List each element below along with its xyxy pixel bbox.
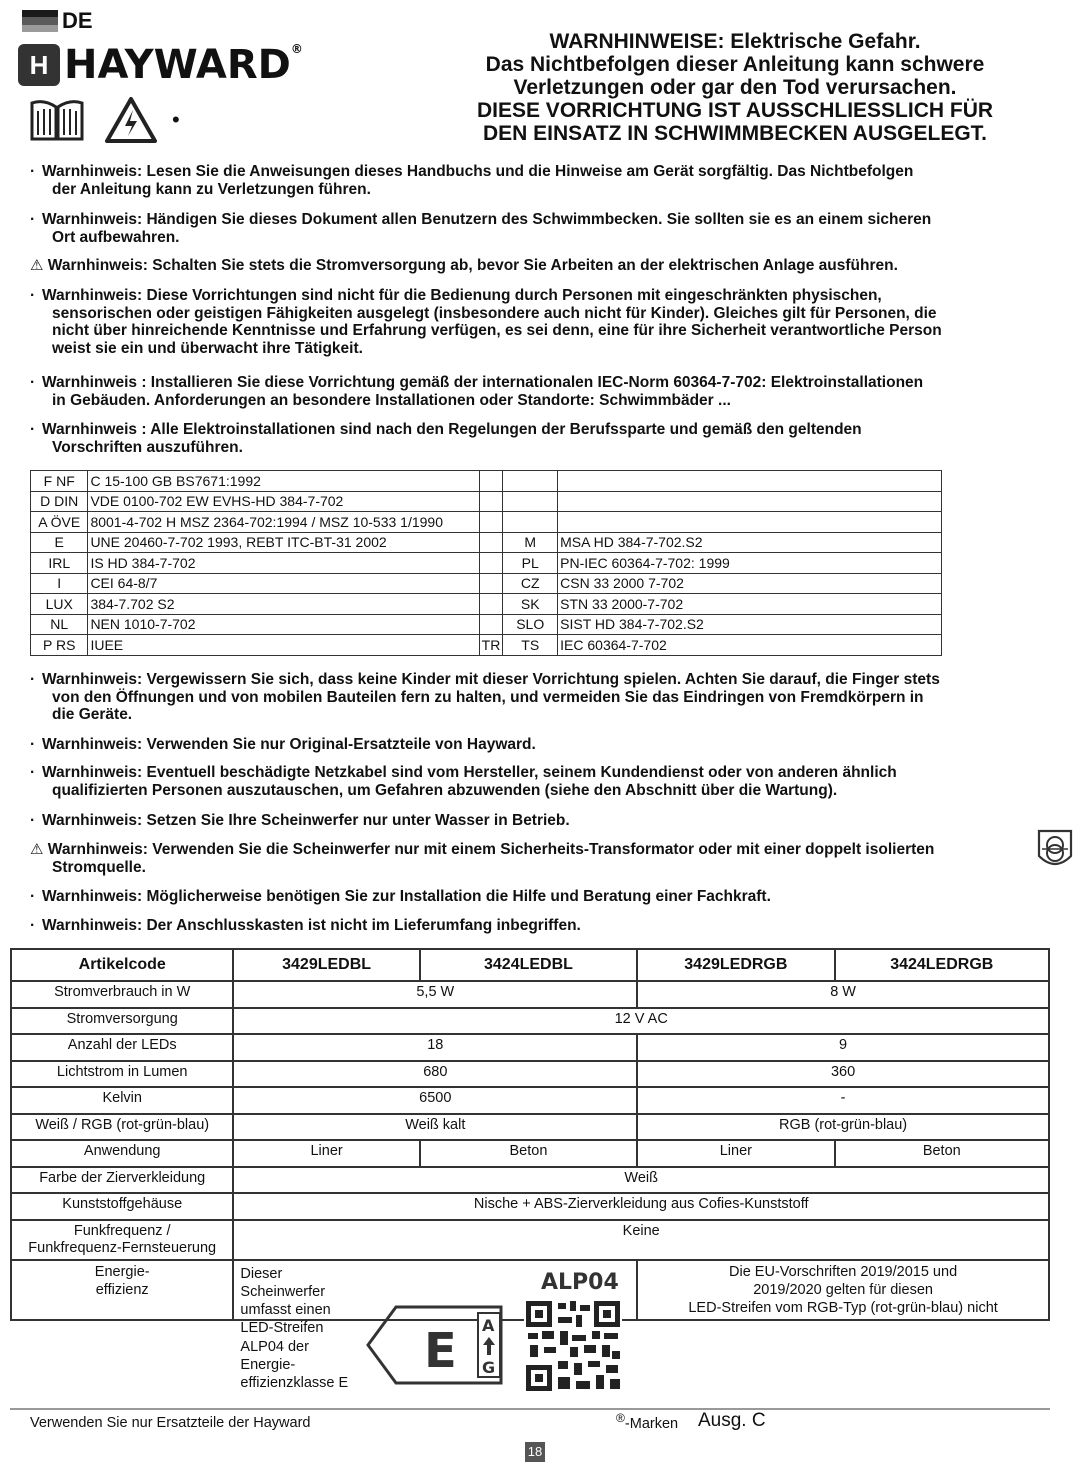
electric-hazard-icon: [104, 96, 158, 144]
spec-value: 5,5 W: [233, 981, 637, 1008]
standards-cell: PL: [503, 553, 558, 574]
standards-cell: [479, 532, 503, 553]
spec-table: [10, 948, 1050, 1392]
warning-text: in Gebäuden. Anforderungen an besondere Installationen oder Standorte: Schwimmbäder ...: [52, 391, 731, 409]
page-number: 18: [525, 1442, 545, 1462]
standards-cell: [558, 471, 942, 492]
standards-cell: SK: [503, 594, 558, 615]
standards-cell: [479, 491, 503, 512]
spec-row-lumen: [11, 1061, 1049, 1088]
footer-divider: [10, 1408, 1050, 1410]
warning-text: Warnhinweis: Händigen Sie dieses Dokument allen Benutzern des Schwimmbecken. Sie sollten sie es an einem sicheren: [42, 211, 932, 228]
warning-text: nicht über hinreichende Kenntnisse und Erfahrung verfügen, es sei denn, eine für ihre Sicherheit verantwortliche Person: [52, 322, 942, 339]
eu-text-line: LED-Streifen vom RGB-Typ (rot-grün-blau) nicht: [688, 1300, 998, 1317]
bullet: ·: [30, 764, 36, 781]
spec-value: 8 W: [637, 981, 1049, 1008]
spec-header-cell: 3429LEDRGB: [637, 949, 834, 981]
warning-triangle-icon: ⚠: [30, 257, 44, 274]
standards-cell: CSN 33 2000 7-702: [558, 573, 942, 594]
energy-scale-top: A: [482, 1315, 495, 1335]
standards-cell: UNE 20460-7-702 1993, REBT ITC-BT-31 2002: [88, 532, 479, 553]
spec-label: Stromverbrauch in W: [11, 981, 233, 1008]
standards-cell: M: [503, 532, 558, 553]
warning-text: weist sie ein und überwacht ihre Tätigkeit.: [52, 339, 363, 357]
warning-power-cable: [30, 764, 1030, 799]
logo-mark: H: [18, 44, 60, 86]
standards-cell: [479, 614, 503, 635]
spec-row-housing: [11, 1193, 1049, 1220]
spec-label: Lichtstrom in Lumen: [11, 1061, 233, 1088]
spec-value: Weiß: [233, 1167, 1049, 1194]
spec-header-cell: Artikelcode: [11, 949, 233, 981]
warning-text: Warnhinweis: Der Anschlusskasten ist nicht im Lieferumfang inbegriffen.: [42, 917, 581, 934]
standards-cell: A ÖVE: [31, 512, 88, 533]
spec-value: Beton: [420, 1140, 637, 1167]
edition: Ausg. C: [698, 1410, 766, 1431]
spec-label: Farbe der Zierverkleidung: [11, 1167, 233, 1194]
warning-underwater: [30, 812, 1030, 830]
bullet: ·: [30, 812, 36, 829]
flag-stripe-black: [22, 10, 58, 17]
warning-text: Warnhinweis: Lesen Sie die Anweisungen dieses Handbuchs und die Hinweise am Gerät sorgfältig. Das Nichtbefolgen: [42, 163, 914, 180]
header-icons: [28, 96, 180, 144]
spec-row-supply: [11, 1008, 1049, 1035]
warning-read-manual: [30, 163, 1030, 198]
standards-cell: SIST HD 384-7-702.S2: [558, 614, 942, 635]
spec-value: Liner: [233, 1140, 419, 1167]
bullet: ·: [30, 374, 36, 391]
bullet: ·: [30, 671, 36, 688]
spec-label: [11, 1260, 233, 1321]
standards-row: [31, 614, 942, 635]
spec-row-leds: [11, 1034, 1049, 1061]
energy-scale-bottom: G: [482, 1357, 496, 1377]
header-bullet: •: [172, 107, 180, 132]
spec-label: Weiß / RGB (rot-grün-blau): [11, 1114, 233, 1141]
warning-iec-norm: [30, 374, 1030, 409]
energy-text-line: umfasst einen: [240, 1302, 331, 1319]
spec-header-cell: 3424LEDBL: [420, 949, 637, 981]
standards-cell: NEN 1010-7-702: [88, 614, 479, 635]
warning-children: [30, 671, 1030, 724]
hayward-logo: [18, 42, 303, 88]
warning-text: Warnhinweis: Diese Vorrichtungen sind nicht für die Bedienung durch Personen mit eingeschränkten physischen,: [42, 287, 882, 304]
bullet: ·: [30, 287, 36, 304]
manual-book-icon: [28, 97, 86, 143]
header-warning-line: Das Nichtbefolgen dieser Anleitung kann schwere: [485, 53, 985, 76]
standards-table-body: [31, 471, 942, 656]
bullet: ·: [30, 736, 36, 753]
energy-text-line: LED-Streifen: [240, 1320, 324, 1337]
warning-text: qualifizierten Personen auszutauschen, um Gefahren abzuwenden (siehe den Abschnitt über die Wartung).: [52, 781, 838, 799]
spec-label-line: Funkfrequenz /: [73, 1222, 171, 1239]
header-warning-line: DEN EINSATZ IN SCHWIMMBECKEN AUSGELEGT.: [482, 122, 987, 145]
warning-text: die Geräte.: [52, 706, 133, 723]
standards-row: [31, 573, 942, 594]
standards-row: [31, 635, 942, 656]
header-warning-line: DIESE VORRICHTUNG IST AUSSCHLIESSLICH FÜR: [476, 99, 994, 122]
spec-value: -: [637, 1087, 1049, 1114]
energy-text-line: Dieser: [240, 1265, 283, 1282]
eu-regulation-note: [637, 1260, 1049, 1321]
standards-cell: STN 33 2000-7-702: [558, 594, 942, 615]
spec-label: Kunststoffgehäuse: [11, 1193, 233, 1220]
warning-text: von den Öffnungen und von mobilen Bauteilen fern zu halten, und vermeiden Sie das Eindringen von Fremdkörpern in: [52, 688, 924, 706]
standards-cell: IS HD 384-7-702: [88, 553, 479, 574]
german-flag-icon: [22, 10, 58, 32]
header-warning-line: WARNHINWEISE: Elektrische Gefahr.: [549, 30, 921, 53]
spec-label: Anzahl der LEDs: [11, 1034, 233, 1061]
spec-value: 9: [637, 1034, 1049, 1061]
standards-table: [30, 470, 942, 656]
flag-stripe-gold: [22, 25, 58, 32]
standards-cell: [558, 491, 942, 512]
standards-cell: TS: [503, 635, 558, 656]
spec-value: Weiß kalt: [233, 1114, 637, 1141]
warning-text: Warnhinweis: Eventuell beschädigte Netzkabel sind vom Hersteller, seinem Kundendienst oder von anderen ähnlich: [42, 764, 897, 781]
warning-persons: [30, 287, 1030, 357]
language-indicator: [22, 8, 93, 34]
warning-text: Warnhinweis: Verwenden Sie die Scheinwerfer nur mit einem Sicherheits-Transformator oder mit einer doppelt isolierten: [47, 841, 935, 858]
standards-row: [31, 532, 942, 553]
logo-registered: ®: [290, 42, 303, 56]
warning-hand-over: [30, 211, 1030, 246]
standards-cell: P RS: [31, 635, 88, 656]
standards-cell: IUEE: [88, 635, 479, 656]
standards-cell: 8001-4-702 H MSZ 2364-702:1994 / MSZ 10-533 1/1990: [88, 512, 479, 533]
warning-professional: [30, 888, 1030, 906]
standards-row: [31, 512, 942, 533]
standards-cell: CZ: [503, 573, 558, 594]
header-warning: [400, 30, 1070, 145]
standards-cell: [503, 512, 558, 533]
warning-spare-parts: [30, 736, 1030, 754]
spec-label: Anwendung: [11, 1140, 233, 1167]
spec-row-kelvin: [11, 1087, 1049, 1114]
standards-cell: [479, 573, 503, 594]
spec-row-trim: [11, 1167, 1049, 1194]
logo-text: [64, 42, 303, 88]
spec-value: 680: [233, 1061, 637, 1088]
standards-cell: IRL: [31, 553, 88, 574]
warning-junction-box: [30, 917, 1030, 935]
standards-cell: [479, 512, 503, 533]
standards-cell: C 15-100 GB BS7671:1992: [88, 471, 479, 492]
standards-cell: SLO: [503, 614, 558, 635]
energy-text-line: ALP04 der: [240, 1338, 309, 1355]
spec-label: Kelvin: [11, 1087, 233, 1114]
standards-cell: [479, 594, 503, 615]
marks-label: -Marken: [624, 1415, 679, 1432]
standards-cell: [479, 553, 503, 574]
warning-text: Warnhinweis: Setzen Sie Ihre Scheinwerfer nur unter Wasser in Betrieb.: [42, 812, 570, 829]
footer-trademark: [616, 1411, 678, 1432]
warning-text: sensorischen oder geistigen Fähigkeiten ausgelegt (insbesondere auch nicht für Kinder). Gleiches gilt für Personen, die: [52, 304, 937, 322]
warning-text: Warnhinweis: Vergewissern Sie sich, dass keine Kinder mit dieser Vorrichtung spielen. Achten Sie darauf, die Finger stets: [42, 671, 940, 688]
spec-header-cell: 3429LEDBL: [233, 949, 419, 981]
bullet: ·: [30, 421, 36, 438]
energy-cell: [233, 1260, 637, 1392]
warning-text: Warnhinweis: Schalten Sie stets die Stromversorgung ab, bevor Sie Arbeiten an der elektrischen Anlage ausführen.: [47, 257, 898, 274]
standards-cell: NL: [31, 614, 88, 635]
warning-text: Vorschriften auszuführen.: [52, 438, 243, 456]
standards-cell: LUX: [31, 594, 88, 615]
spec-value: Beton: [835, 1140, 1049, 1167]
spec-label-line: effizienz: [95, 1281, 149, 1298]
standards-cell: TR: [479, 635, 503, 656]
bullet: ·: [30, 888, 36, 905]
bullet: ·: [30, 211, 36, 228]
spec-label: [11, 1220, 233, 1260]
energy-text-line: Energie-: [240, 1356, 296, 1373]
spec-label-line: Funkfrequenz-Fernsteuerung: [28, 1239, 217, 1256]
spec-value: RGB (rot-grün-blau): [637, 1114, 1049, 1141]
energy-text-line: Scheinwerfer: [240, 1283, 326, 1300]
spec-row-energy: [11, 1260, 1049, 1321]
warning-text: Warnhinweis : Installieren Sie diese Vorrichtung gemäß der internationalen IEC-Norm 60364-7-702: Elektroinstallationen: [42, 374, 924, 391]
qr-code-icon: [524, 1299, 622, 1393]
bullet: ·: [30, 917, 36, 934]
standards-cell: [503, 471, 558, 492]
warning-triangle-icon: ⚠: [30, 841, 44, 858]
standards-row: [31, 491, 942, 512]
spec-value: Liner: [637, 1140, 834, 1167]
logo-wordmark: HAYWARD: [64, 42, 291, 88]
spec-row-color: [11, 1114, 1049, 1141]
energy-label-graphic: [366, 1265, 626, 1395]
spec-header-row: [11, 949, 1049, 981]
energy-text: [240, 1265, 360, 1393]
footer-note: Verwenden Sie nur Ersatzteile der Hayward: [30, 1415, 311, 1431]
eu-text-line: Die EU-Vorschriften 2019/2015 und: [729, 1263, 958, 1280]
language-code: DE: [62, 8, 93, 33]
standards-cell: [558, 512, 942, 533]
warning-text: der Anleitung kann zu Verletzungen führen.: [52, 180, 371, 198]
spec-row-use: [11, 1140, 1049, 1167]
standards-cell: MSA HD 384-7-702.S2: [558, 532, 942, 553]
standards-cell: 384-7.702 S2: [88, 594, 479, 615]
standards-cell: [503, 491, 558, 512]
spec-value: 18: [233, 1034, 637, 1061]
spec-value: Keine: [233, 1220, 1049, 1260]
warning-text: Warnhinweis : Alle Elektroinstallationen sind nach den Regelungen der Berufssparte und gemäß den geltenden: [42, 421, 862, 438]
spec-row-power: [11, 981, 1049, 1008]
standards-cell: E: [31, 532, 88, 553]
standards-cell: IEC 60364-7-702: [558, 635, 942, 656]
safety-transformer-icon: [1036, 828, 1074, 872]
energy-text-line: effizienzklasse E: [240, 1375, 349, 1392]
warning-regulations: [30, 421, 1030, 456]
eu-text-line: 2019/2020 gelten für diesen: [753, 1281, 933, 1298]
spec-value: Nische + ABS-Zierverkleidung aus Cofies-Kunststoff: [233, 1193, 1049, 1220]
spec-label-line: Energie-: [94, 1263, 150, 1280]
warning-text: Warnhinweis: Möglicherweise benötigen Sie zur Installation die Hilfe und Beratung einer Fachkraft.: [42, 888, 771, 905]
warning-power-off: [30, 257, 1030, 275]
energy-model-label: ALP04: [541, 1269, 620, 1295]
spec-value: 6500: [233, 1087, 637, 1114]
flag-stripe-red: [22, 17, 58, 24]
standards-row: [31, 471, 942, 492]
spec-label: Stromversorgung: [11, 1008, 233, 1035]
standards-cell: PN-IEC 60364-7-702: 1999: [558, 553, 942, 574]
warning-text: Ort aufbewahren.: [52, 228, 180, 246]
spec-value: 360: [637, 1061, 1049, 1088]
spec-value: 12 V AC: [233, 1008, 1049, 1035]
standards-cell: [479, 471, 503, 492]
warning-text: Stromquelle.: [52, 858, 146, 876]
header-warning-line: Verletzungen oder gar den Tod verursachen.: [513, 76, 957, 99]
spec-header-cell: 3424LEDRGB: [835, 949, 1049, 981]
standards-cell: CEI 64-8/7: [88, 573, 479, 594]
standards-row: [31, 594, 942, 615]
warning-transformer: [30, 841, 1030, 876]
standards-cell: VDE 0100-702 EW EVHS-HD 384-7-702: [88, 491, 479, 512]
energy-class-letter: E: [424, 1322, 458, 1379]
bullet: ·: [30, 163, 36, 180]
standards-row: [31, 553, 942, 574]
standards-cell: I: [31, 573, 88, 594]
standards-cell: D DIN: [31, 491, 88, 512]
spec-row-rf: [11, 1220, 1049, 1260]
warning-text: Warnhinweis: Verwenden Sie nur Original-Ersatzteile von Hayward.: [42, 736, 536, 753]
registered-mark: ®: [616, 1411, 625, 1425]
standards-cell: F NF: [31, 471, 88, 492]
